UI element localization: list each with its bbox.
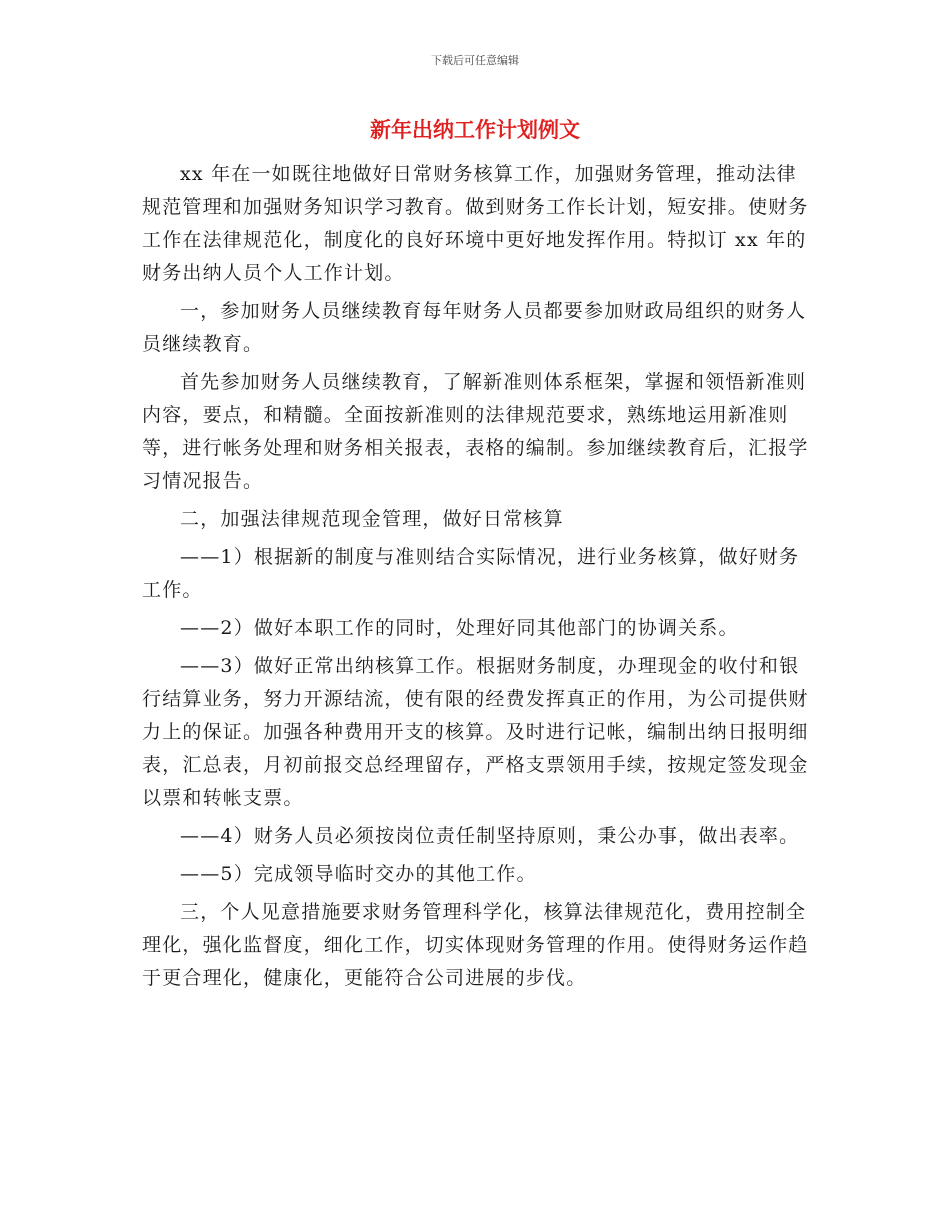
document-title: 新年出纳工作计划例文 [370,118,580,142]
paragraph-section-1: 一，参加财务人员继续教育每年财务人员都要参加财政局组织的财务人员继续教育。 [142,300,807,355]
paragraph-item-2: ——2）做好本职工作的同时，处理好同其他部门的协调关系。 [180,617,739,639]
document-body [142,158,814,1000]
paragraph-section-1-detail: 首先参加财务人员继续教育，了解新准则体系框架，掌握和领悟新准则内容，要点，和精髓。全面按新准则的法律规范要求，熟练地运用新准则等，进行帐务处理和财务相关报表，表格的编制。参加继续教育后，汇报学习情况报告。 [142,371,809,492]
paragraph-item-4: ——4）财务人员必须按岗位责任制坚持原则，秉公办事，做出表率。 [180,825,800,847]
page-header: 下载后可任意编辑 [431,54,519,67]
paragraph-intro: xx 年在一如既往地做好日常财务核算工作，加强财务管理，推动法律规范管理和加强财务知识学习教育。做到财务工作长计划，短安排。使财务工作在法律规范化，制度化的良好环境中更好地发挥作用。特拟订 xx 年的财务出纳人员个人工作计划。 [142,163,809,284]
paragraph-section-2: 二，加强法律规范现金管理，做好日常核算 [180,508,564,530]
paragraph-item-3: ——3）做好正常出纳核算工作。根据财务制度，办理现金的收付和银行结算业务，努力开源结流，使有限的经费发挥真正的作用，为公司提供财力上的保证。加强各种费用开支的核算。及时进行记帐，编制出纳日报明细表，汇总表，月初前报交总经理留存，严格支票领用手续，按规定签发现金以票和转帐支票。 [142,655,809,809]
paragraph-section-3: 三，个人见意措施要求财务管理科学化，核算法律规范化，费用控制全理化，强化监督度，细化工作，切实体现财务管理的作用。使得财务运作趋于更合理化，健康化，更能符合公司进展的步伐。 [142,901,809,989]
paragraph-item-5: ——5）完成领导临时交办的其他工作。 [180,863,537,885]
paragraph-item-1: ——1）根据新的制度与准则结合实际情况，进行业务核算，做好财务工作。 [142,546,800,601]
